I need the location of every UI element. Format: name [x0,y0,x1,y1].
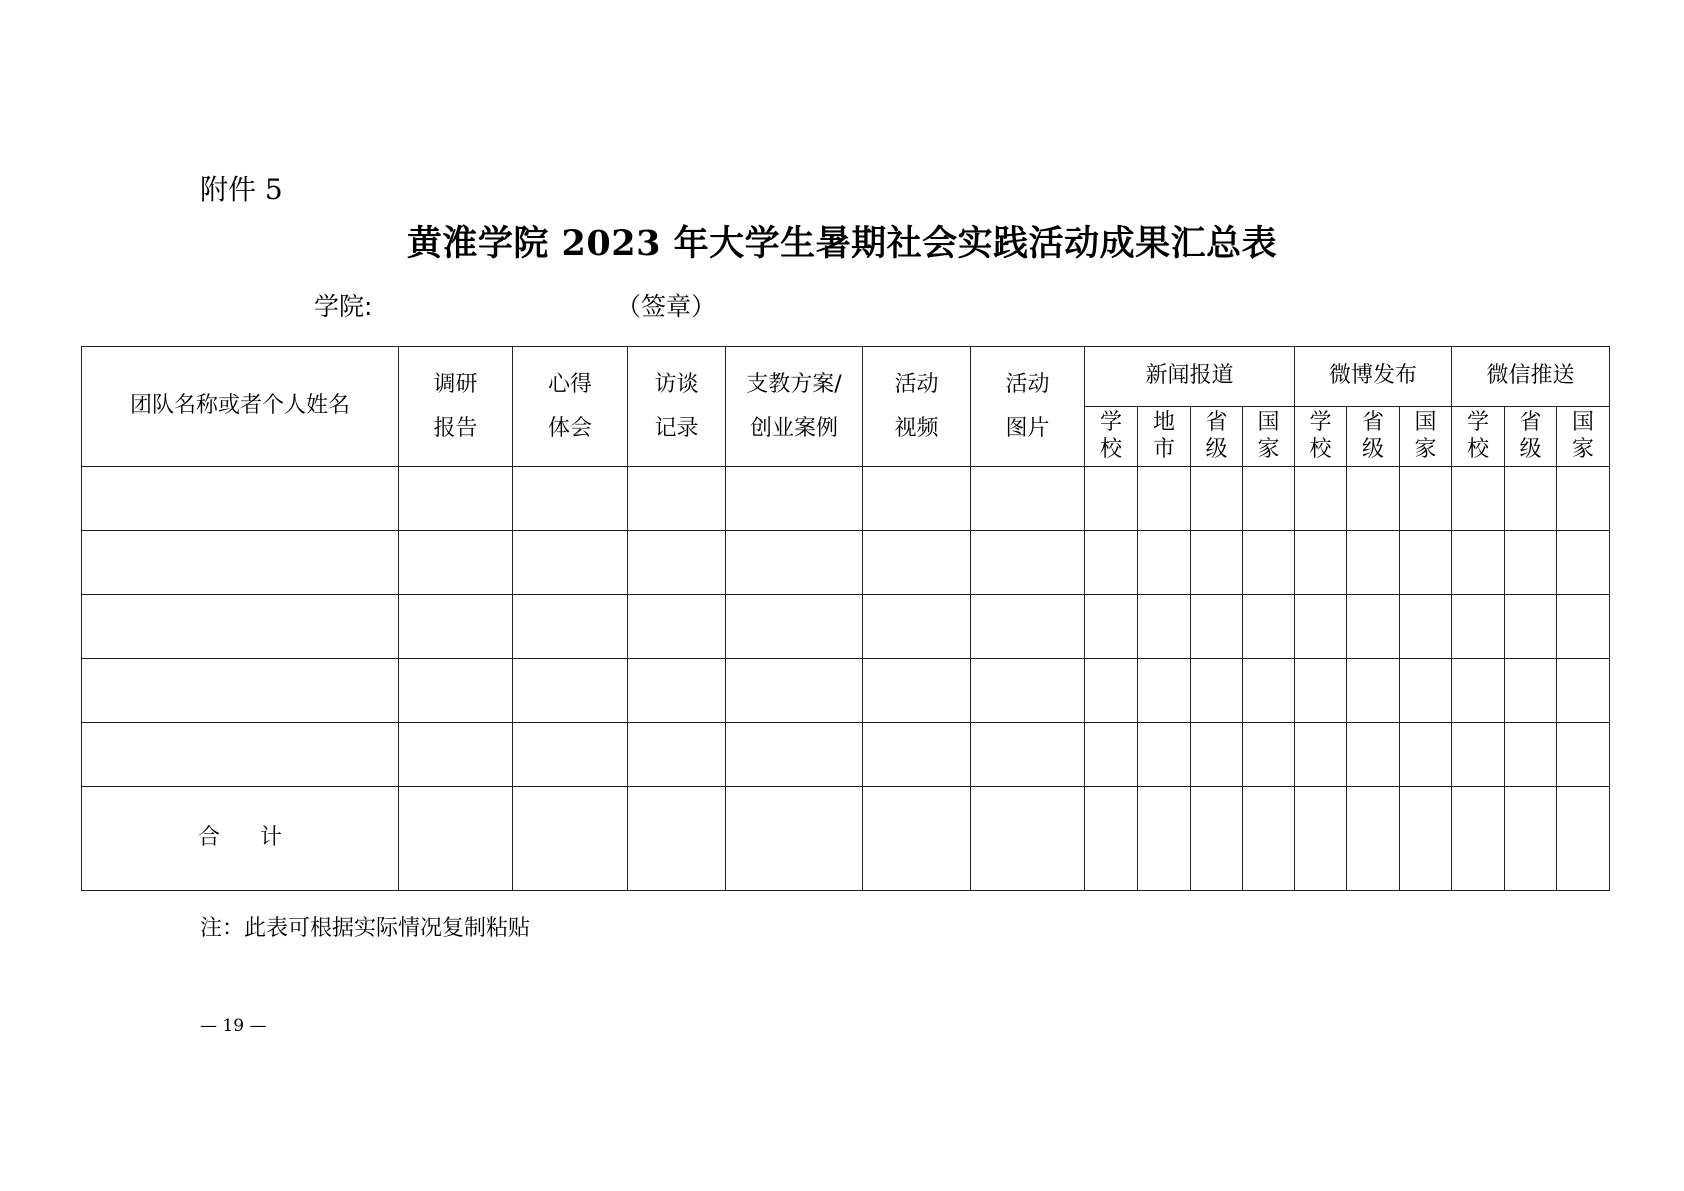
header-wechat: 微信推送 [1452,347,1610,407]
wechat-province: 省 级 [1505,407,1557,467]
table-row [82,467,1610,531]
header-interview: 访谈 记录 [628,347,726,467]
weibo-province: 省 级 [1347,407,1400,467]
weibo-national: 国 家 [1400,407,1452,467]
table-note: 注：此表可根据实际情况复制粘贴 [200,916,531,941]
college-label: 学院: [314,292,373,321]
header-row-1 [82,347,1610,407]
news-city: 地 市 [1138,407,1191,467]
page-number: — 19 — [200,1016,267,1036]
attachment-label: 附件 5 [200,173,283,206]
news-school: 学 校 [1085,407,1138,467]
header-teaching: 支教方案/ 创业案例 [726,347,863,467]
table-row [82,659,1610,723]
news-province: 省 级 [1191,407,1243,467]
seal-label: （签章） [616,292,717,321]
wechat-school: 学 校 [1452,407,1505,467]
header-name: 团队名称或者个人姓名 [82,347,399,467]
table-row [82,723,1610,787]
header-insight: 心得 体会 [513,347,628,467]
header-report: 调研 报告 [399,347,513,467]
header-news: 新闻报道 [1085,347,1295,407]
summary-table [81,346,1610,891]
news-national: 国 家 [1243,407,1295,467]
header-photo: 活动 图片 [971,347,1085,467]
table-row [82,595,1610,659]
wechat-national: 国 家 [1557,407,1610,467]
total-row [82,787,1610,891]
table-row [82,531,1610,595]
total-label: 合计 [82,787,399,891]
header-video: 活动 视频 [863,347,971,467]
document-title: 黄淮学院 2023 年大学生暑期社会实践活动成果汇总表 [406,223,1278,264]
header-weibo: 微博发布 [1295,347,1452,407]
weibo-school: 学 校 [1295,407,1347,467]
